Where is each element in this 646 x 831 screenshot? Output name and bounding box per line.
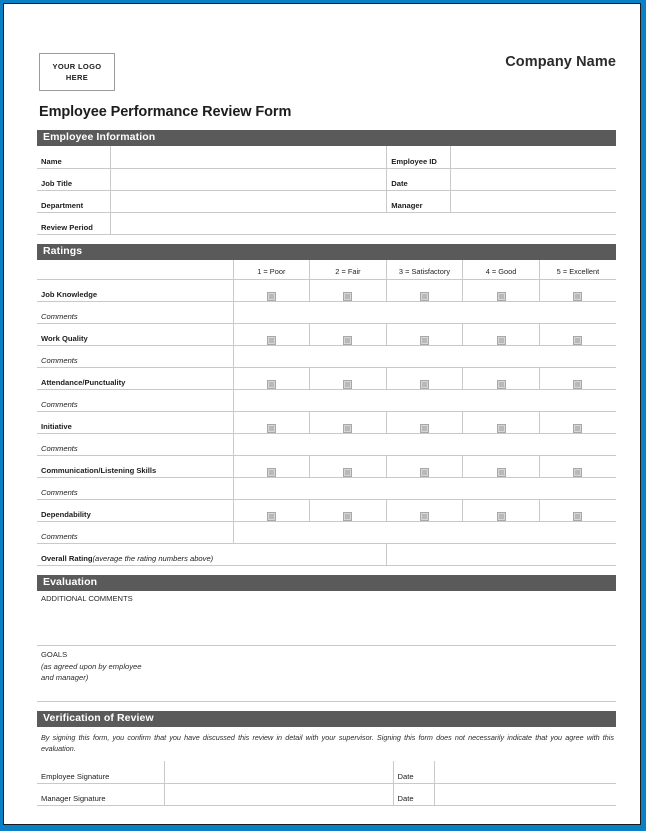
scale-header-5: 5 = Excellent [539, 260, 616, 280]
comments-label: Comments [37, 478, 233, 500]
rating-cell-4[interactable] [463, 368, 540, 390]
company-name: Company Name [505, 54, 616, 70]
checkbox-empty-icon[interactable] [420, 512, 429, 521]
rating-cell-3[interactable] [386, 368, 463, 390]
ratings-table [37, 260, 616, 567]
checkbox-empty-icon[interactable] [267, 336, 276, 345]
checkbox-empty-icon[interactable] [420, 468, 429, 477]
comments-row [37, 346, 616, 368]
additional-comments-label: ADDITIONAL COMMENTS [41, 594, 133, 603]
document-header [37, 44, 616, 96]
checkbox-empty-icon[interactable] [573, 380, 582, 389]
checkbox-empty-icon[interactable] [573, 336, 582, 345]
rating-cell-4[interactable] [463, 324, 540, 346]
goals-note-line-2: and manager) [41, 673, 89, 682]
comments-row [37, 434, 616, 456]
rating-cell-4[interactable] [463, 500, 540, 522]
rating-cell-5[interactable] [539, 456, 616, 478]
checkbox-empty-icon[interactable] [343, 336, 352, 345]
rating-cell-3[interactable] [386, 324, 463, 346]
criterion-label: Work Quality [37, 324, 233, 346]
comments-row [37, 478, 616, 500]
comments-input[interactable] [233, 390, 616, 412]
scale-header-3: 3 = Satisfactory [386, 260, 463, 280]
checkbox-empty-icon[interactable] [343, 292, 352, 301]
document-page [4, 4, 640, 824]
goals-note-line-1: (as agreed upon by employee [41, 661, 142, 671]
comments-row [37, 522, 616, 544]
checkbox-empty-icon[interactable] [267, 380, 276, 389]
criterion-label: Communication/Listening Skills [37, 456, 233, 478]
checkbox-empty-icon[interactable] [497, 292, 506, 301]
rating-row-initiative [37, 412, 616, 434]
checkbox-empty-icon[interactable] [420, 292, 429, 301]
rating-cell-5[interactable] [539, 280, 616, 302]
scale-header-1: 1 = Poor [233, 260, 310, 280]
section-header-employee-information: Employee Information [37, 130, 616, 146]
comments-input[interactable] [233, 434, 616, 456]
rating-cell-2[interactable] [310, 500, 387, 522]
field-input-department[interactable] [110, 190, 386, 212]
rating-cell-4[interactable] [463, 412, 540, 434]
section-header-evaluation: Evaluation [37, 575, 616, 591]
checkbox-empty-icon[interactable] [573, 424, 582, 433]
checkbox-empty-icon[interactable] [420, 424, 429, 433]
rating-cell-1[interactable] [233, 324, 310, 346]
rating-cell-1[interactable] [233, 500, 310, 522]
checkbox-empty-icon[interactable] [343, 468, 352, 477]
overall-rating-row [37, 544, 616, 566]
rating-cell-3[interactable] [386, 280, 463, 302]
rating-cell-1[interactable] [233, 412, 310, 434]
rating-cell-4[interactable] [463, 456, 540, 478]
logo-line-2: HERE [65, 73, 89, 82]
label-manager-signature-date: Date [393, 783, 434, 805]
input-manager-signature[interactable] [164, 783, 393, 805]
rating-cell-3[interactable] [386, 500, 463, 522]
rating-cell-2[interactable] [310, 456, 387, 478]
field-input-name[interactable] [110, 146, 386, 168]
checkbox-empty-icon[interactable] [497, 336, 506, 345]
verification-statement: By signing this form, you confirm that you have discussed this review in detail with your supervisor. Signing this form does not necessarily indicate that you agree with this evaluation. [41, 733, 614, 753]
rating-row-attendance-punctuality [37, 368, 616, 390]
comments-label: Comments [37, 346, 233, 368]
checkbox-empty-icon[interactable] [497, 468, 506, 477]
field-label-manager: Manager [387, 190, 451, 212]
field-label-review-period: Review Period [37, 212, 110, 234]
criterion-label: Initiative [37, 412, 233, 434]
field-label-job-title: Job Title [37, 168, 110, 190]
ratings-scale-header-row [37, 260, 616, 280]
comments-row [37, 390, 616, 412]
criterion-label: Dependability [37, 500, 233, 522]
rating-cell-2[interactable] [310, 412, 387, 434]
input-employee-signature[interactable] [164, 761, 393, 783]
employee-information-table [37, 146, 616, 235]
comments-input[interactable] [233, 302, 616, 324]
checkbox-empty-icon[interactable] [267, 512, 276, 521]
comments-row [37, 302, 616, 324]
label-employee-signature: Employee Signature [37, 761, 164, 783]
rating-row-communication-listening-skills [37, 456, 616, 478]
field-input-manager[interactable] [450, 190, 616, 212]
table-row [37, 761, 616, 783]
rating-cell-2[interactable] [310, 280, 387, 302]
checkbox-empty-icon[interactable] [497, 512, 506, 521]
checkbox-empty-icon[interactable] [573, 512, 582, 521]
rating-row-job-knowledge [37, 280, 616, 302]
checkbox-empty-icon[interactable] [573, 468, 582, 477]
comments-input[interactable] [233, 346, 616, 368]
rating-cell-1[interactable] [233, 368, 310, 390]
field-label-department: Department [37, 190, 110, 212]
field-label-employee-id: Employee ID [387, 146, 451, 168]
table-row [37, 190, 616, 212]
input-employee-signature-date[interactable] [434, 761, 616, 783]
checkbox-empty-icon[interactable] [267, 468, 276, 477]
rating-cell-5[interactable] [539, 368, 616, 390]
overall-rating-label [37, 544, 386, 566]
overall-rating-label-bold: Overall Rating [41, 554, 93, 563]
table-row [37, 783, 616, 805]
input-manager-signature-date[interactable] [434, 783, 616, 805]
section-header-verification-of-review: Verification of Review [37, 711, 616, 727]
table-row [37, 168, 616, 190]
rating-cell-3[interactable] [386, 456, 463, 478]
field-label-name: Name [37, 146, 110, 168]
field-input-review-period[interactable] [110, 212, 616, 234]
field-label-date: Date [387, 168, 451, 190]
comments-label: Comments [37, 522, 233, 544]
label-employee-signature-date: Date [393, 761, 434, 783]
goals-label: GOALS [41, 650, 68, 659]
page-title: Employee Performance Review Form [39, 104, 292, 120]
checkbox-empty-icon[interactable] [343, 424, 352, 433]
checkbox-empty-icon[interactable] [343, 512, 352, 521]
table-row [37, 146, 616, 168]
checkbox-empty-icon[interactable] [267, 292, 276, 301]
goals-block[interactable] [37, 646, 616, 702]
rating-row-dependability [37, 500, 616, 522]
scale-header-2: 2 = Fair [310, 260, 387, 280]
overall-rating-label-note: (average the rating numbers above) [92, 554, 214, 563]
checkbox-empty-icon[interactable] [497, 380, 506, 389]
scale-header-spacer [37, 260, 233, 280]
field-input-employee-id[interactable] [450, 146, 616, 168]
checkbox-empty-icon[interactable] [420, 380, 429, 389]
checkbox-empty-icon[interactable] [420, 336, 429, 345]
rating-cell-3[interactable] [386, 412, 463, 434]
section-header-ratings: Ratings [37, 244, 616, 260]
comments-input[interactable] [233, 522, 616, 544]
rating-row-work-quality [37, 324, 616, 346]
checkbox-empty-icon[interactable] [497, 424, 506, 433]
rating-cell-5[interactable] [539, 500, 616, 522]
table-row [37, 212, 616, 234]
signature-table [37, 761, 616, 806]
rating-cell-5[interactable] [539, 412, 616, 434]
overall-rating-input[interactable] [386, 544, 616, 566]
scale-header-4: 4 = Good [463, 260, 540, 280]
checkbox-empty-icon[interactable] [343, 380, 352, 389]
comments-input[interactable] [233, 478, 616, 500]
field-input-date[interactable] [450, 168, 616, 190]
checkbox-empty-icon[interactable] [573, 292, 582, 301]
document-sheet [3, 3, 641, 825]
label-manager-signature: Manager Signature [37, 783, 164, 805]
comments-label: Comments [37, 434, 233, 456]
additional-comments-block[interactable] [37, 591, 616, 646]
criterion-label: Attendance/Punctuality [37, 368, 233, 390]
criterion-label: Job Knowledge [37, 280, 233, 302]
checkbox-empty-icon[interactable] [267, 424, 276, 433]
rating-cell-2[interactable] [310, 368, 387, 390]
rating-cell-1[interactable] [233, 456, 310, 478]
field-input-job-title[interactable] [110, 168, 386, 190]
rating-cell-4[interactable] [463, 280, 540, 302]
comments-label: Comments [37, 302, 233, 324]
rating-cell-5[interactable] [539, 324, 616, 346]
rating-cell-2[interactable] [310, 324, 387, 346]
logo-line-1: YOUR LOGO [52, 62, 102, 71]
rating-cell-1[interactable] [233, 280, 310, 302]
comments-label: Comments [37, 390, 233, 412]
logo-placeholder[interactable] [39, 53, 115, 91]
